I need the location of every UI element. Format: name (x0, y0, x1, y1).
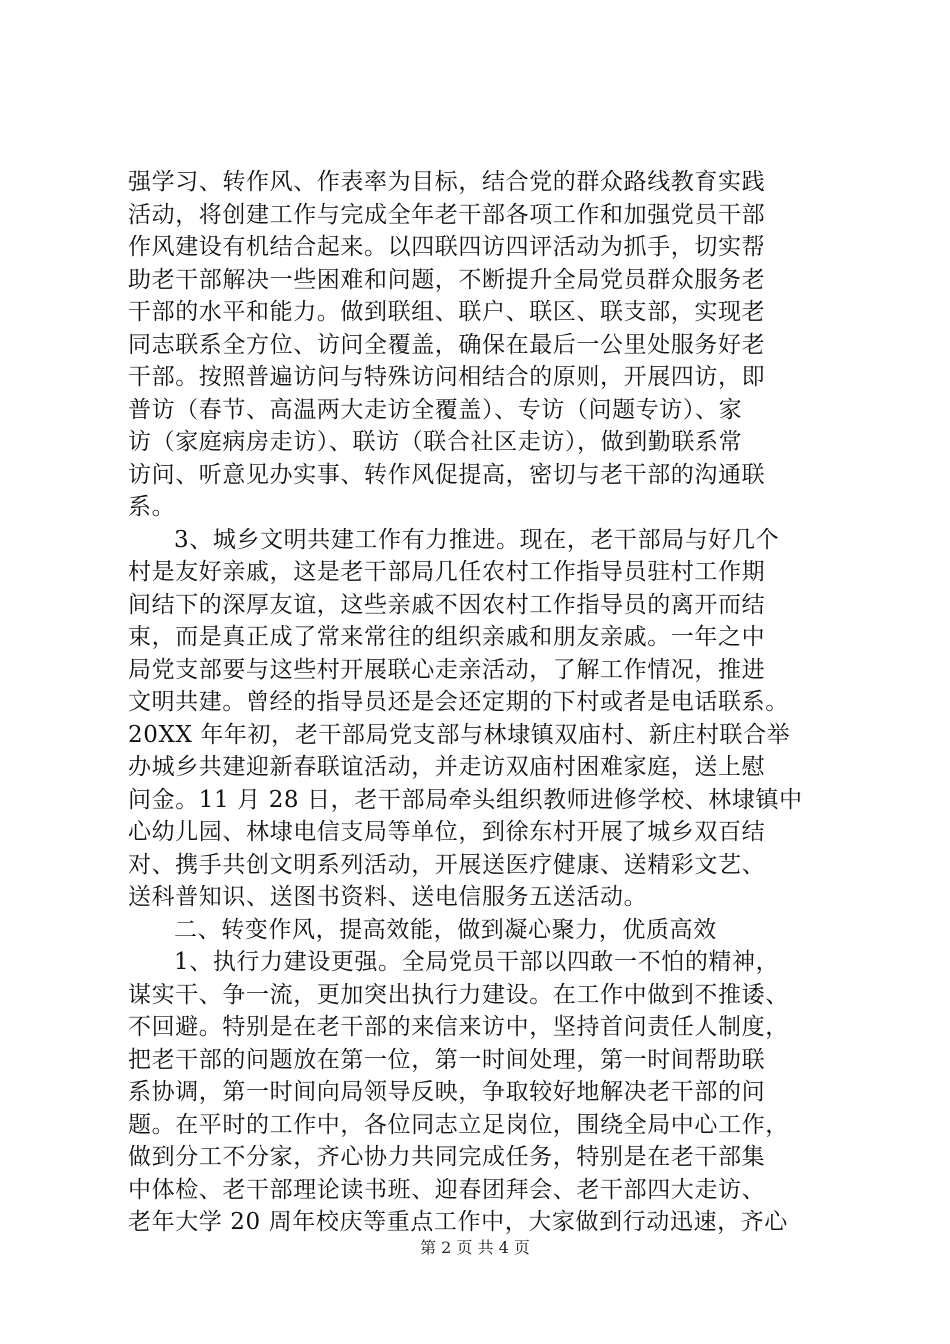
text-line: 助老干部解决一些困难和问题，不断提升全局党员群众服务老 (128, 266, 766, 293)
text-line: 局党支部要与这些村开展联心走亲活动，了解工作情况，推进 (128, 656, 766, 683)
page-footer (0, 1238, 950, 1258)
text-line: 谋实干、争一流，更加突出执行力建设。在工作中做到不推诿、 (128, 981, 789, 1008)
text-line: 间结下的深厚友谊，这些亲戚不因农村工作指导员的离开而结 (128, 591, 766, 618)
section-heading: 二、转变作风，提高效能，做到凝心聚力，优质高效 (174, 916, 717, 943)
text-line: 题。在平时的工作中，各位同志立足岗位，围绕全局中心工作， (128, 1111, 789, 1138)
text-line: 系协调，第一时间向局领导反映，争取较好地解决老干部的问 (128, 1079, 766, 1105)
text-line: 20XX 年年初，老干部局党支部与林埭镇双庙村、新庄村联合举 (128, 721, 791, 748)
paragraph-start-line: 3、城乡文明共建工作有力推进。现在，老干部局与好几个 (174, 526, 780, 553)
text-line: 中体检、老干部理论读书班、迎春团拜会、老干部四大走访、 (128, 1176, 766, 1203)
text-line: 强学习、转作风、作表率为目标，结合党的群众路线教育实践 (128, 169, 766, 195)
page-number-label: 第 2 页 共 4 页 (420, 1238, 530, 1257)
text-line: 不回避。特别是在老干部的来信来访中，坚持首问责任人制度， (128, 1014, 789, 1040)
text-line: 同志联系全方位、访问全覆盖，确保在最后一公里处服务好老 (128, 331, 766, 358)
text-line: 做到分工不分家，齐心协力共同完成任务，特别是在老干部集 (128, 1144, 766, 1170)
text-line: 活动，将创建工作与完成全年老干部各项工作和加强党员干部 (128, 201, 766, 228)
text-line: 访（家庭病房走访）、联访（联合社区走访），做到勤联系常 (128, 429, 743, 455)
text-line: 心幼儿园、林埭电信支局等单位，到徐东村开展了城乡双百结 (128, 819, 766, 845)
text-line: 访问、听意见办实事、转作风促提高，密切与老干部的沟通联 (128, 461, 766, 488)
text-line: 束，而是真正成了常来常往的组织亲戚和朋友亲戚。一年之中 (128, 624, 766, 650)
text-line: 对、携手共创文明系列活动，开展送医疗健康、送精彩文艺、 (128, 851, 766, 878)
text-line: 办城乡共建迎新春联谊活动，并走访双庙村困难家庭，送上慰 (128, 754, 766, 780)
text-line: 把老干部的问题放在第一位，第一时间处理，第一时间帮助联 (128, 1046, 766, 1073)
text-line: 送科普知识、送图书资料、送电信服务五送活动。 (128, 884, 648, 910)
text-line: 老年大学 20 周年校庆等重点工作中，大家做到行动迅速，齐心 (128, 1209, 788, 1235)
paragraph-start-line: 1、执行力建设更强。全局党员干部以四敢一不怕的精神， (174, 949, 780, 975)
document-body (128, 166, 828, 1239)
text-line: 干部的水平和能力。做到联组、联户、联区、联支部，实现老 (128, 299, 766, 325)
text-line: 普访（春节、高温两大走访全覆盖）、专访（问题专访）、家 (128, 396, 743, 423)
text-line: 文明共建。曾经的指导员还是会还定期的下村或者是电话联系。 (128, 689, 789, 715)
text-line: 干部。按照普遍访问与特殊访问相结合的原则，开展四访，即 (128, 364, 766, 390)
text-line: 村是友好亲戚，这是老干部局几任农村工作指导员驻村工作期 (128, 559, 766, 585)
text-line: 作风建设有机结合起来。以四联四访四评活动为抓手，切实帮 (128, 234, 766, 260)
text-line: 系。 (128, 494, 176, 520)
text-line: 问金。11 月 28 日，老干部局牵头组织教师进修学校、林埭镇中 (128, 786, 803, 813)
